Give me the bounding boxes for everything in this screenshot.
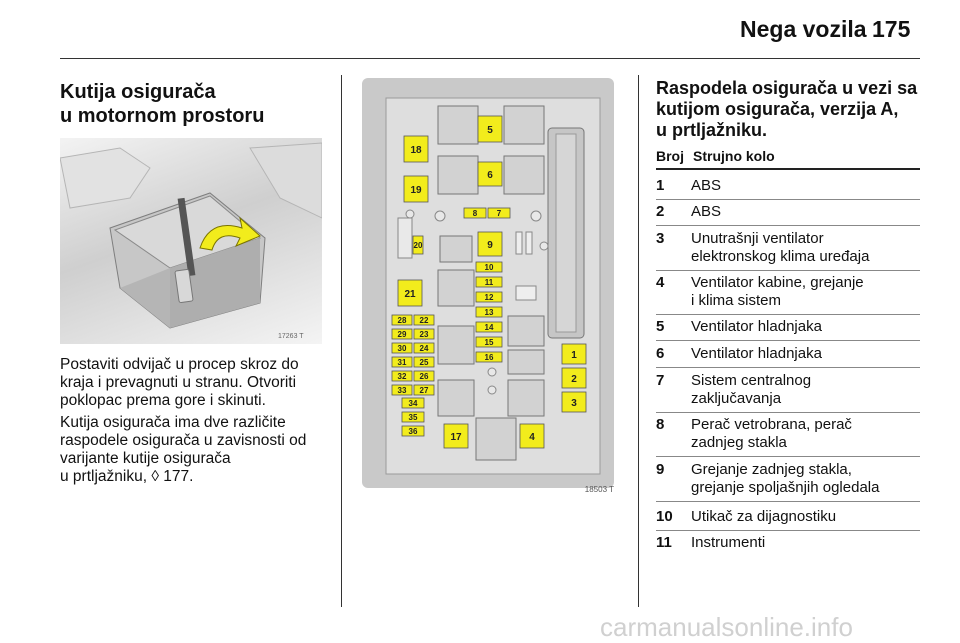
fuse-number-text: 4 — [529, 432, 535, 443]
fuse-label-14 — [476, 322, 502, 332]
fuse-number: 11 — [656, 534, 672, 551]
fuse-number-text: 6 — [487, 170, 493, 181]
fuse-label-30 — [392, 343, 412, 353]
table-title — [656, 78, 926, 141]
para-line: poklopac prema gore i skinuti. — [60, 392, 266, 409]
para-line: kraja i prevagnuti u stranu. Otvoriti — [60, 374, 297, 391]
row-divider — [656, 340, 920, 341]
fuse-number: 10 — [656, 508, 673, 525]
table-title-line-2: kutijom osigurača, verzija A, — [656, 99, 899, 119]
table-title-line-1: Raspodela osigurača u vezi sa — [656, 78, 918, 98]
fuse-label-10 — [476, 262, 502, 272]
circuit-description: Sistem centralnog zaključavanja — [691, 372, 812, 407]
column-header-circuit: Strujno kolo — [693, 148, 775, 164]
row-divider — [656, 501, 920, 502]
row-divider — [656, 199, 920, 200]
fuse-number: 9 — [656, 461, 665, 478]
header-divider — [60, 58, 920, 59]
fuse-label-26 — [414, 371, 434, 381]
fuse-number: 4 — [656, 274, 665, 291]
fuse-number-text: 26 — [419, 372, 429, 381]
fuse-number-text: 8 — [472, 209, 478, 218]
photo-illustration — [60, 138, 322, 344]
fuse-label-35 — [402, 412, 424, 422]
fuse-number-text: 5 — [487, 125, 493, 136]
fuse-number-text: 9 — [487, 240, 493, 251]
page-number: 175 — [872, 16, 911, 42]
column-header-number: Broj — [656, 148, 684, 164]
table-title-line-3: u prtljažniku. — [656, 120, 768, 140]
fuse-number-text: 13 — [484, 308, 494, 317]
fuse-label-5 — [478, 116, 502, 142]
fuse-label-29 — [392, 329, 412, 339]
fuse-number: 7 — [656, 372, 665, 389]
fuse-number-text: 27 — [419, 386, 429, 395]
fuse-label-23 — [414, 329, 434, 339]
fuse-label-2 — [562, 368, 586, 388]
section-title-line-2: u motornom prostoru — [60, 105, 265, 127]
fuse-label-22 — [414, 315, 434, 325]
fuse-label-12 — [476, 292, 502, 302]
circuit-description: ABS — [691, 203, 722, 220]
fuse-label-6 — [478, 162, 502, 186]
paragraph-fuse-variants — [60, 414, 330, 486]
row-divider — [656, 270, 920, 271]
fuse-box-diagram — [358, 74, 620, 498]
column-divider-left — [341, 75, 342, 607]
engine-fuse-box-photo — [60, 138, 322, 344]
diagram-code: 18503 T — [584, 485, 614, 494]
column-divider-right — [638, 75, 639, 607]
fuse-number-text: 12 — [484, 293, 494, 302]
para-line: Kutija osigurača ima dve različite — [60, 414, 286, 431]
fuse-label-27 — [414, 385, 434, 395]
fuse-number-text: 2 — [571, 374, 577, 385]
fuse-number: 2 — [656, 203, 665, 220]
fuse-label-11 — [476, 277, 502, 287]
fuse-label-15 — [476, 337, 502, 347]
circuit-description: Unutrašnji ventilator elektronskog klima uređaja — [691, 230, 870, 265]
fuse-label-25 — [414, 357, 434, 367]
photo-code: 17263 T — [278, 333, 304, 340]
fuse-number-text: 35 — [408, 413, 418, 422]
fuse-number: 6 — [656, 345, 665, 362]
fuse-label-3 — [562, 392, 586, 412]
fuse-number-text: 21 — [404, 289, 416, 300]
fuse-number: 3 — [656, 230, 665, 247]
fuse-label-28 — [392, 315, 412, 325]
circuit-description: Perač vetrobrana, perač zadnjeg stakla — [691, 416, 852, 451]
fuse-number-text: 1 — [571, 350, 577, 361]
fuse-label-34 — [402, 398, 424, 408]
fuse-number: 8 — [656, 416, 665, 433]
fuse-number-text: 19 — [410, 185, 422, 196]
fuse-number-text: 30 — [397, 344, 407, 353]
section-title-line-1: Kutija osigurača — [60, 81, 216, 103]
fuse-number: 1 — [656, 177, 665, 194]
circuit-description: ABS — [691, 177, 722, 194]
fuse-label-21 — [398, 280, 422, 306]
fuse-number-text: 25 — [419, 358, 429, 367]
fuse-label-9 — [478, 232, 502, 256]
fuse-label-17 — [444, 424, 468, 448]
circuit-description: Ventilator kabine, grejanje i klima sistem — [691, 274, 864, 309]
fuse-label-32 — [392, 371, 412, 381]
fuse-number-text: 36 — [408, 427, 418, 436]
fuse-label-13 — [476, 307, 502, 317]
fuse-number-text: 32 — [397, 372, 407, 381]
circuit-description: Ventilator hladnjaka — [691, 318, 822, 335]
para-line[interactable]: u prtljažniku, ◊ 177. — [60, 468, 194, 485]
fuse-label-16 — [476, 352, 502, 362]
fuse-label-31 — [392, 357, 412, 367]
fuse-label-8 — [464, 208, 486, 218]
fuse-number-text: 10 — [484, 263, 494, 272]
fuse-number-text: 14 — [484, 323, 494, 332]
page-header-title: Nega vozila — [740, 16, 867, 42]
para-line: varijante kutije osigurača — [60, 450, 231, 467]
fuse-label-1 — [562, 344, 586, 364]
fuse-number-text: 31 — [397, 358, 407, 367]
fuse-number-text: 17 — [450, 432, 462, 443]
fuse-number-text: 16 — [484, 353, 494, 362]
fuse-box-svg — [358, 74, 620, 498]
fuse-number-text: 33 — [397, 386, 407, 395]
fuse-number-text: 24 — [419, 344, 429, 353]
fuse-label-4 — [520, 424, 544, 448]
fuse-number-text: 22 — [419, 316, 429, 325]
fuse-number-text: 29 — [397, 330, 407, 339]
watermark: carmanualsonline.info — [600, 612, 853, 642]
fuse-number-text: 3 — [571, 398, 577, 409]
paragraph-remove-cover — [60, 356, 330, 410]
fuse-label-36 — [402, 426, 424, 436]
fuse-number-text: 34 — [408, 399, 418, 408]
row-divider — [656, 367, 920, 368]
circuit-description: Grejanje zadnjeg stakla, grejanje spoljašnjih ogledala — [691, 461, 880, 496]
circuit-description: Instrumenti — [691, 534, 766, 551]
para-line: raspodele osigurača u zavisnosti od — [60, 432, 307, 449]
fuse-number-text: 20 — [413, 241, 423, 250]
row-divider — [656, 530, 920, 531]
header-underline — [656, 168, 920, 170]
fuse-label-33 — [392, 385, 412, 395]
fuse-label-19 — [404, 176, 428, 202]
circuit-description: Ventilator hladnjaka — [691, 345, 822, 362]
fuse-number-text: 28 — [397, 316, 407, 325]
section-title — [60, 80, 264, 128]
fuse-number-text: 18 — [410, 145, 422, 156]
row-divider — [656, 412, 920, 413]
circuit-description: Utikač za dijagnostiku — [691, 508, 837, 525]
fuse-number-text: 11 — [484, 278, 494, 287]
row-divider — [656, 314, 920, 315]
fuse-label-24 — [414, 343, 434, 353]
fuse-number-text: 15 — [484, 338, 494, 347]
row-divider — [656, 225, 920, 226]
fuse-number-text: 23 — [419, 330, 429, 339]
fuse-number: 5 — [656, 318, 665, 335]
fuse-label-18 — [404, 136, 428, 162]
fuse-label-20 — [413, 236, 423, 254]
fuse-label-7 — [488, 208, 510, 218]
para-line: Postaviti odvijač u procep skroz do — [60, 356, 299, 373]
fuse-number-text: 7 — [496, 209, 502, 218]
row-divider — [656, 456, 920, 457]
